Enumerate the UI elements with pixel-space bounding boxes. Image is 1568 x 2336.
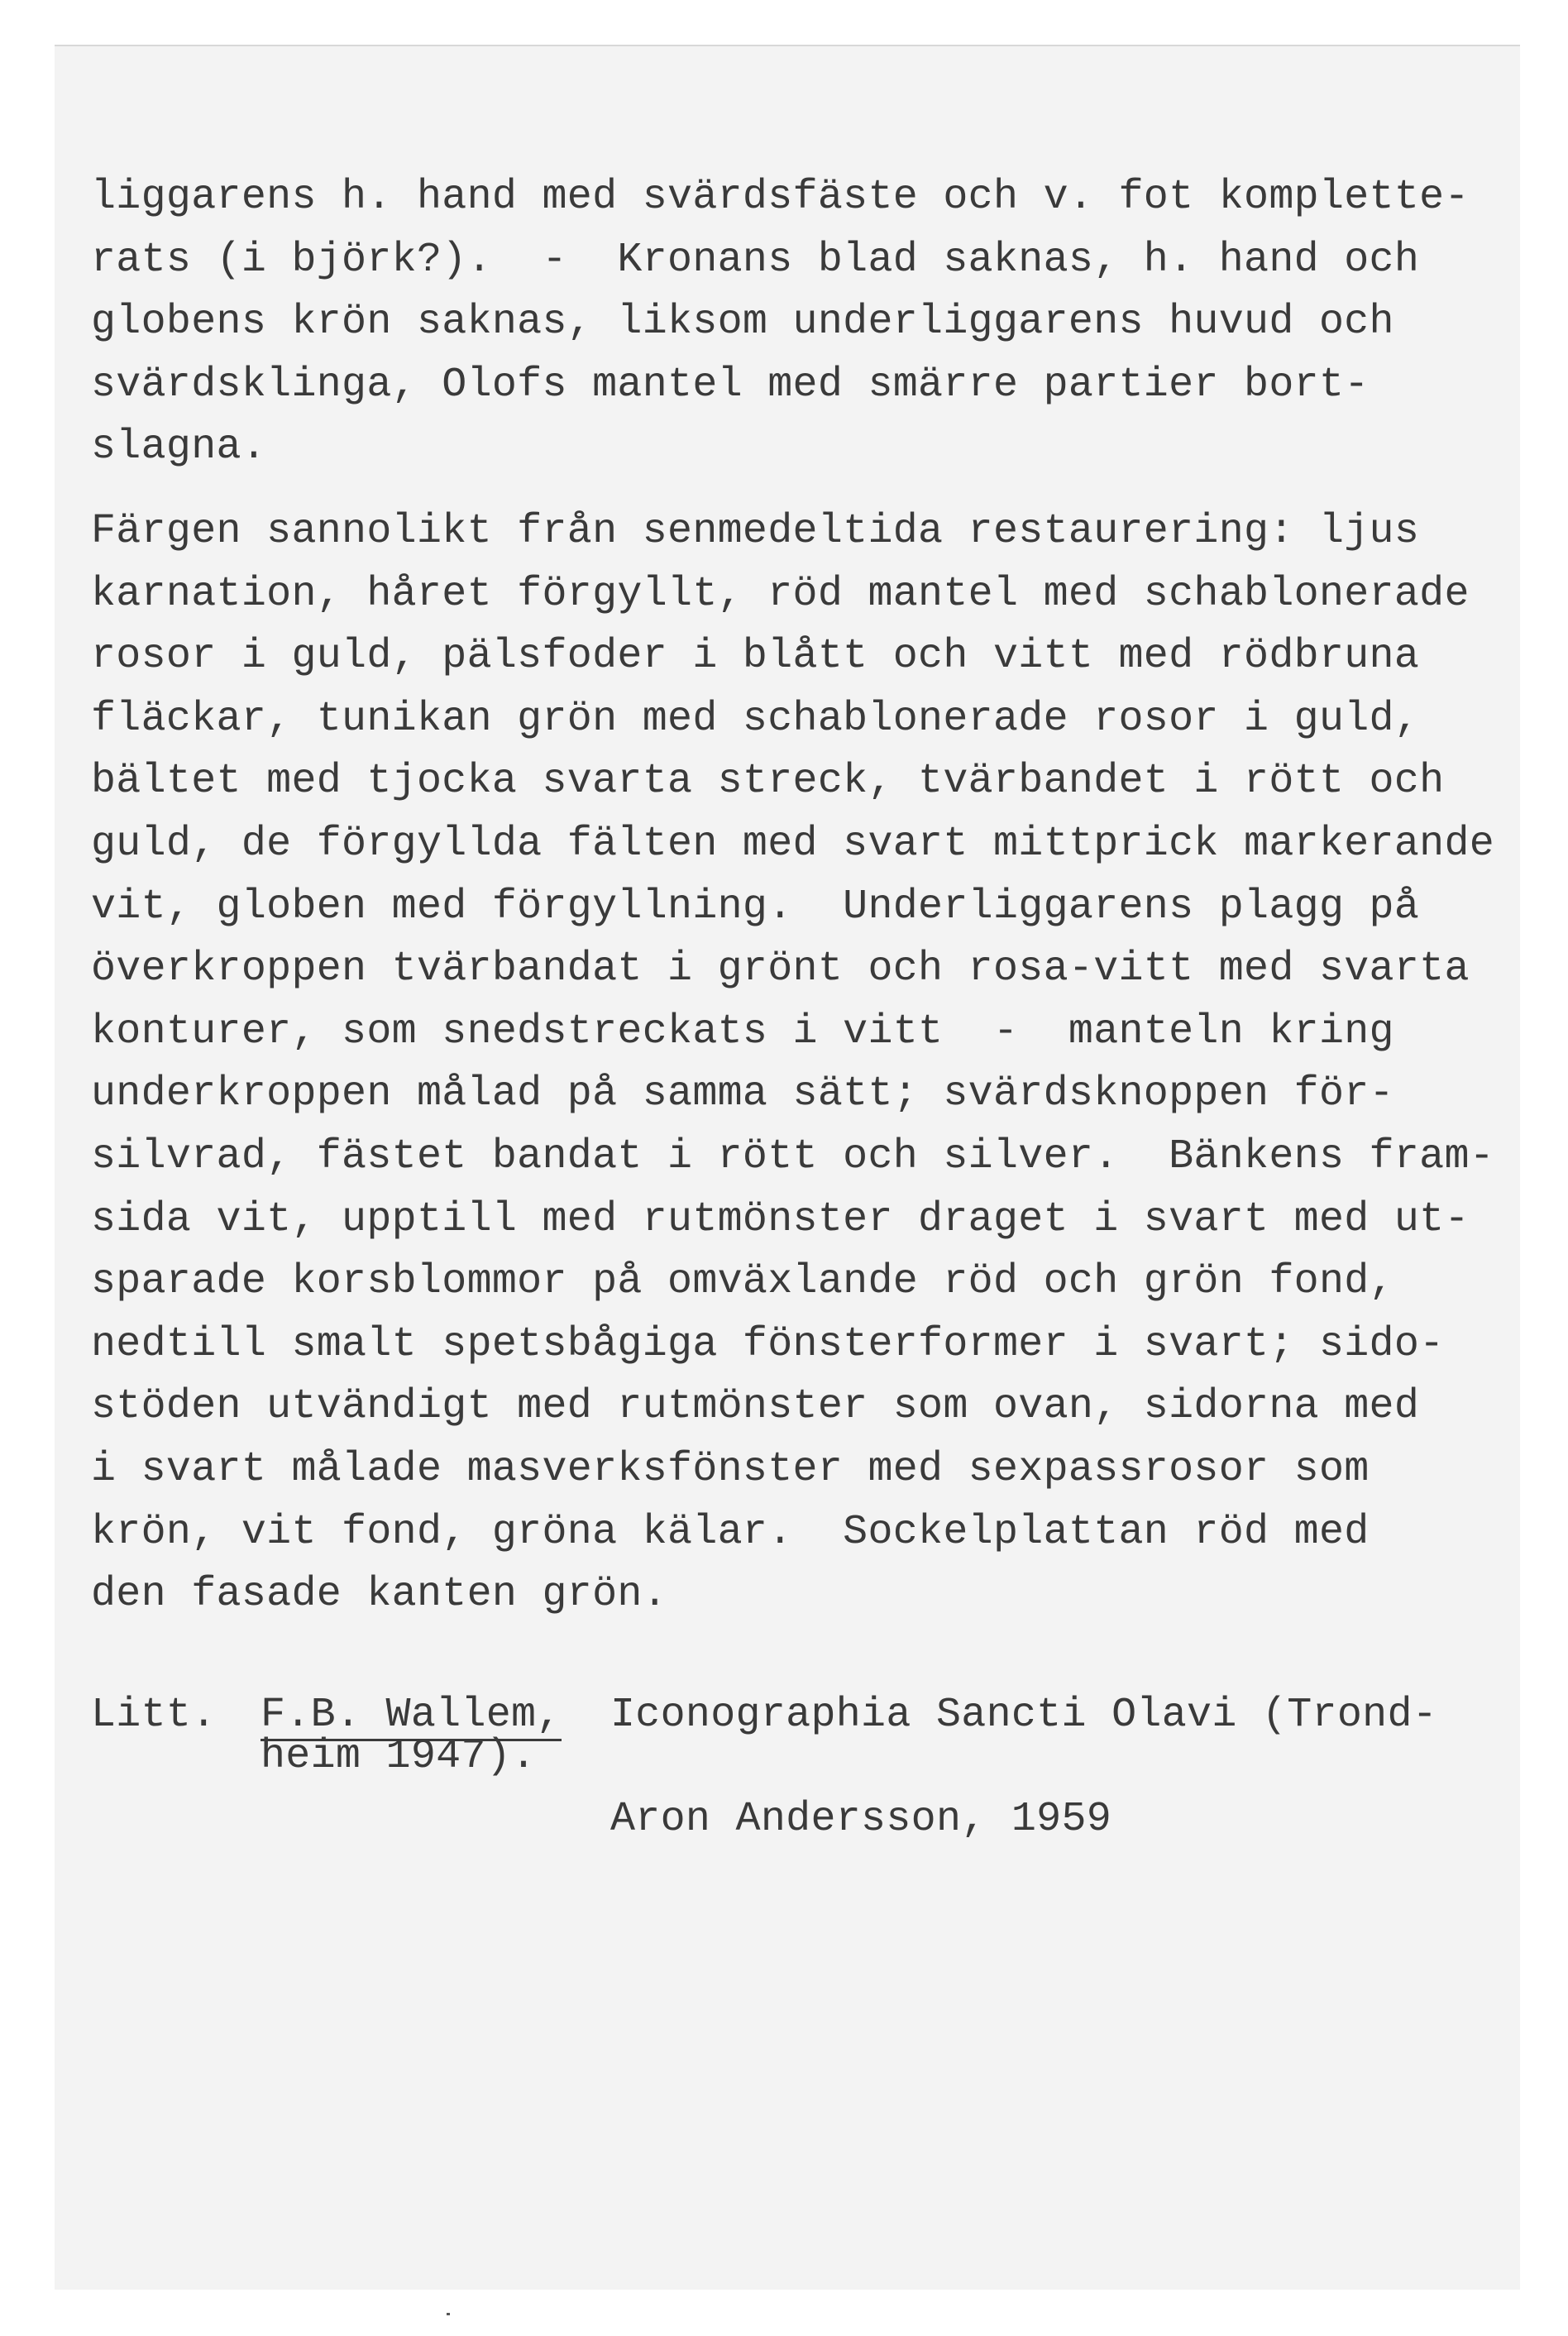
text-line: konturer, som snedstreckats i vitt - manteln kring [91,1008,1394,1056]
text-line: nedtill smalt spetsbågiga fönsterformer i svart; sido- [91,1320,1445,1368]
scan-speck [447,2313,450,2315]
text-line: underkroppen målad på samma sätt; svärdsknoppen för- [91,1070,1394,1118]
text-line: krön, vit fond, gröna kälar. Sockelplattan röd med [91,1508,1370,1556]
literature-continuation: heim 1947). [261,1733,537,1780]
text-line: vit, globen med förgyllning. Underliggarens plagg på [91,883,1420,931]
text-line: karnation, håret förgyllt, röd mantel med schablonerade [91,570,1470,618]
text-line: silvrad, fästet bandat i rött och silver. Bänkens fram- [91,1132,1495,1180]
paragraph-damage-description [91,166,1470,479]
text-line: rats (i björk?). - Kronans blad saknas, h. hand och [91,236,1420,284]
text-line: svärdsklinga, Olofs mantel med smärre partier bort- [91,361,1370,409]
text-line: liggarens h. hand med svärdsfäste och v. fot komplette- [91,174,1470,221]
text-line: bältet med tjocka svarta streck, tvärbandet i rött och [91,758,1445,806]
literature-author-text: F.B. Wallem, [261,1692,562,1741]
text-line: överkroppen tvärbandat i grönt och rosa-vitt med svarta [91,945,1470,993]
literature-label: Litt. [91,1692,217,1739]
text-line: den fasade kanten grön. [91,1571,668,1619]
text-line: fläckar, tunikan grön med schablonerade rosor i guld, [91,695,1420,743]
literature-title: Iconographia Sancti Olavi (Trond- [610,1692,1438,1739]
text-line: globens krön saknas, liksom underliggarens huvud och [91,299,1394,347]
text-line: guld, de förgyllda fälten med svart mittprick markerande [91,820,1495,868]
text-line: i svart målade masverksfönster med sexpassrosor som [91,1445,1370,1493]
text-line: slagna. [91,424,267,472]
author-signature: Aron Andersson, 1959 [610,1796,1112,1843]
paragraph-color-description [91,500,1494,1626]
text-line: Färgen sannolikt från senmedeltida restaurering: ljus [91,508,1420,555]
text-line: sida vit, upptill med rutmönster draget i svart med ut- [91,1195,1470,1243]
text-line: stöden utvändigt med rutmönster som ovan, sidorna med [91,1383,1420,1431]
text-line: rosor i guld, pälsfoder i blått och vitt med rödbruna [91,633,1420,681]
text-line: sparade korsblommor på omväxlande röd och grön fond, [91,1258,1394,1306]
